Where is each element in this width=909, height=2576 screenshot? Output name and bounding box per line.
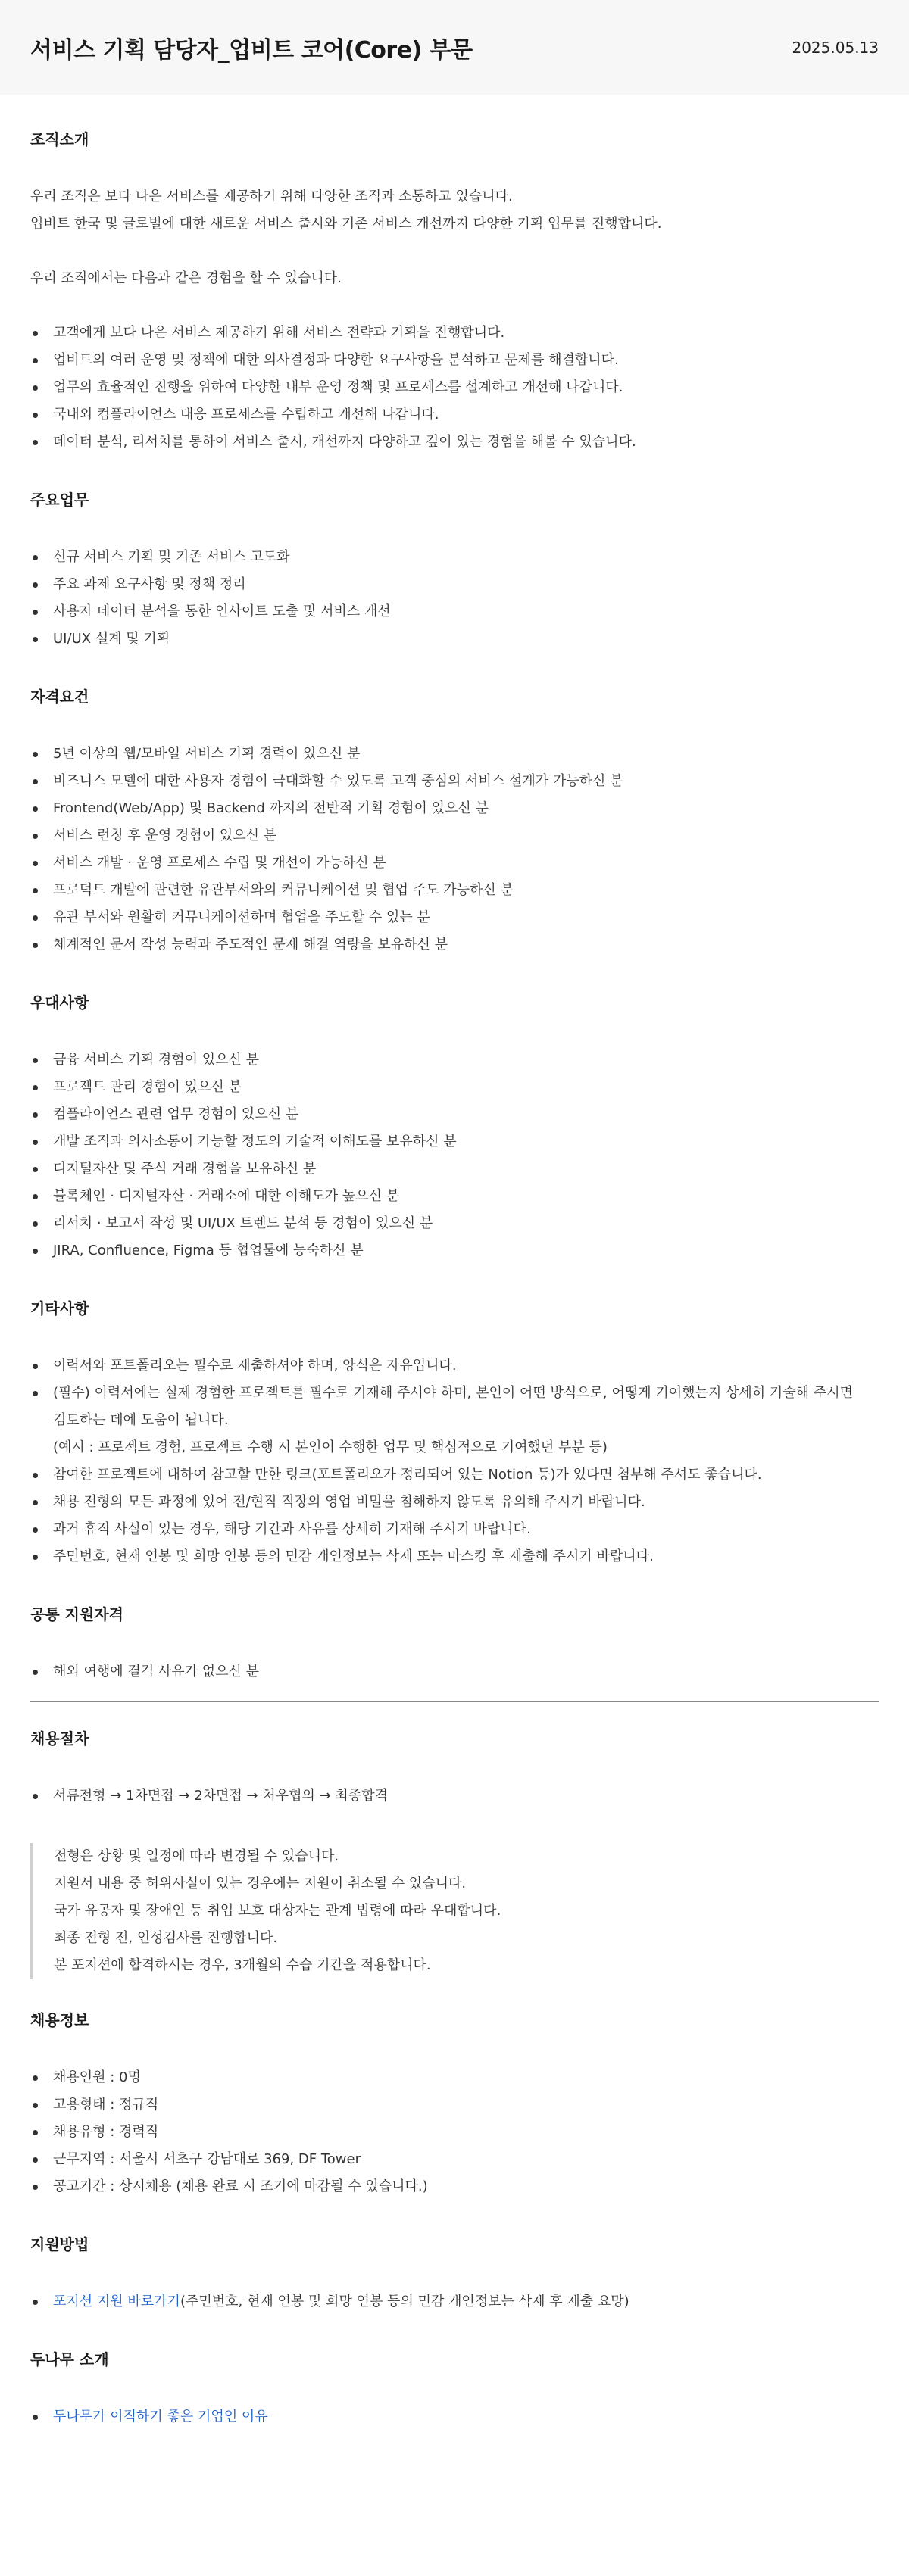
process-note: 지원서 내용 중 허위사실이 있는 경우에는 지원이 취소될 수 있습니다. bbox=[54, 1876, 467, 1891]
preferred-list bbox=[30, 1046, 879, 1265]
org-intro-list bbox=[30, 320, 879, 456]
list-item bbox=[30, 2288, 879, 2316]
requirements-list bbox=[30, 741, 879, 959]
section-title-duties: 주요업무 bbox=[30, 491, 89, 509]
list-item: 프로덕트 개발에 관련한 유관부서와의 커뮤니케이션 및 협업 주도 가능하신 분 bbox=[30, 877, 879, 904]
list-item: 공고기간 : 상시채용 (채용 완료 시 조기에 마감될 수 있습니다.) bbox=[30, 2173, 879, 2200]
list-item: 업무의 효율적인 진행을 위하여 다양한 내부 운영 정책 및 프로세스를 설계하고 개선해 나갑니다. bbox=[30, 374, 879, 401]
list-item: 채용인원 : 0명 bbox=[30, 2064, 879, 2091]
etc-list bbox=[30, 1352, 879, 1570]
list-item: 5년 이상의 웹/모바일 서비스 기획 경력이 있으신 분 bbox=[30, 741, 879, 768]
list-item: 개발 조직과 의사소통이 가능할 정도의 기술적 이해도를 보유하신 분 bbox=[30, 1128, 879, 1155]
section-title-process: 채용절차 bbox=[30, 1729, 89, 1748]
posting-date: 2025.05.13 bbox=[792, 38, 879, 57]
process-note: 전형은 상황 및 일정에 따라 변경될 수 있습니다. bbox=[54, 1848, 339, 1864]
page-title: 서비스 기획 담당자_업비트 코어(Core) 부문 bbox=[30, 36, 473, 64]
list-item: JIRA, Confluence, Figma 등 협업툴에 능숙하신 분 bbox=[30, 1237, 879, 1265]
section-title-requirements: 자격요건 bbox=[30, 688, 89, 706]
list-item: 고객에게 보다 나은 서비스 제공하기 위해 서비스 전략과 기획을 진행합니다. bbox=[30, 320, 879, 347]
apply-note: (주민번호, 현재 연봉 및 희망 연봉 등의 민감 개인정보는 삭제 후 제출 요망) bbox=[180, 2294, 629, 2309]
list-item: 이력서와 포트폴리오는 필수로 제출하셔야 하며, 양식은 자유입니다. bbox=[30, 1352, 879, 1380]
etc-item2-line-2: 검토하는 데에 도움이 됩니다. bbox=[53, 1412, 229, 1428]
list-item: 해외 여행에 결격 사유가 없으신 분 bbox=[30, 1658, 879, 1686]
etc-item2-line-3: (예시 : 프로젝트 경험, 프로젝트 수행 시 본인이 수행한 업무 및 핵심적으로 기여했던 부분 등) bbox=[53, 1439, 608, 1455]
section-title-preferred: 우대사항 bbox=[30, 993, 89, 1012]
process-note: 본 포지션에 합격하시는 경우, 3개월의 수습 기간을 적용합니다. bbox=[54, 1957, 431, 1973]
section-title-org-intro: 조직소개 bbox=[30, 130, 89, 148]
section-title-common: 공통 지원자격 bbox=[30, 1605, 123, 1623]
about-company-link[interactable]: 두나무가 이직하기 좋은 기업인 이유 bbox=[53, 2409, 268, 2425]
list-item: 디지털자산 및 주식 거래 경험을 보유하신 분 bbox=[30, 1155, 879, 1183]
page-header bbox=[0, 0, 909, 95]
list-item: 주요 과제 요구사항 및 정책 정리 bbox=[30, 571, 879, 598]
list-item: 주민번호, 현재 연봉 및 희망 연봉 등의 민감 개인정보는 삭제 또는 마스킹 후 제출해 주시기 바랍니다. bbox=[30, 1543, 879, 1570]
job-description bbox=[0, 95, 909, 2431]
list-item: 채용유형 : 경력직 bbox=[30, 2119, 879, 2146]
list-item: 채용 전형의 모든 과정에 있어 전/현직 직장의 영업 비밀을 침해하지 않도록 유의해 주시기 바랍니다. bbox=[30, 1489, 879, 1516]
list-item: 유관 부서와 원활히 커뮤니케이션하며 협업을 주도할 수 있는 분 bbox=[30, 904, 879, 931]
common-list bbox=[30, 1658, 879, 1686]
section-title-about: 두나무 소개 bbox=[30, 2350, 109, 2369]
org-intro-line-1: 우리 조직은 보다 나은 서비스를 제공하기 위해 다양한 조직과 소통하고 있습니다. bbox=[30, 189, 513, 204]
list-item: 컴플라이언스 관련 업무 경험이 있으신 분 bbox=[30, 1101, 879, 1128]
list-item: 신규 서비스 기획 및 기존 서비스 고도화 bbox=[30, 544, 879, 571]
list-item bbox=[30, 1380, 879, 1461]
info-list bbox=[30, 2064, 879, 2200]
section-title-apply: 지원방법 bbox=[30, 2235, 89, 2253]
org-intro-paragraph bbox=[30, 183, 879, 238]
list-item: 사용자 데이터 분석을 통한 인사이트 도출 및 서비스 개선 bbox=[30, 598, 879, 625]
process-note: 최종 전형 전, 인성검사를 진행합니다. bbox=[54, 1930, 278, 1946]
list-item: 금융 서비스 기획 경험이 있으신 분 bbox=[30, 1046, 879, 1074]
list-item: 서비스 런칭 후 운영 경험이 있으신 분 bbox=[30, 822, 879, 850]
list-item: 근무지역 : 서울시 서초구 강남대로 369, DF Tower bbox=[30, 2146, 879, 2173]
list-item: 참여한 프로젝트에 대하여 참고할 만한 링크(포트폴리오가 정리되어 있는 Notion 등)가 있다면 첨부해 주셔도 좋습니다. bbox=[30, 1461, 879, 1489]
list-item: Frontend(Web/App) 및 Backend 까지의 전반적 기획 경험이 있으신 분 bbox=[30, 795, 879, 822]
list-item: 리서치 · 보고서 작성 및 UI/UX 트렌드 분석 등 경험이 있으신 분 bbox=[30, 1210, 879, 1237]
list-item: 서류전형 → 1차면접 → 2차면접 → 처우협의 → 최종합격 bbox=[30, 1782, 879, 1810]
list-item: 업비트의 여러 운영 및 정책에 대한 의사결정과 다양한 요구사항을 분석하고 문제를 해결합니다. bbox=[30, 347, 879, 374]
list-item: 데이터 분석, 리서치를 통하여 서비스 출시, 개선까지 다양하고 깊이 있는 경험을 해볼 수 있습니다. bbox=[30, 429, 879, 456]
list-item: 비즈니스 모델에 대한 사용자 경험이 극대화할 수 있도록 고객 중심의 서비스 설계가 가능하신 분 bbox=[30, 768, 879, 795]
process-list bbox=[30, 1782, 879, 1810]
process-notes bbox=[30, 1843, 879, 1979]
org-intro-experience-lead: 우리 조직에서는 다음과 같은 경험을 할 수 있습니다. bbox=[30, 270, 342, 286]
duties-list bbox=[30, 544, 879, 653]
process-note: 국가 유공자 및 장애인 등 취업 보호 대상자는 관계 법령에 따라 우대합니다. bbox=[54, 1903, 501, 1919]
apply-list bbox=[30, 2288, 879, 2316]
list-item: 국내외 컴플라이언스 대응 프로세스를 수립하고 개선해 나갑니다. bbox=[30, 401, 879, 429]
org-intro-line-2: 업비트 한국 및 글로벌에 대한 새로운 서비스 출시와 기존 서비스 개선까지 다양한 기획 업무를 진행합니다. bbox=[30, 216, 662, 232]
list-item: 고용형태 : 정규직 bbox=[30, 2091, 879, 2119]
section-title-info: 채용정보 bbox=[30, 2011, 89, 2029]
list-item bbox=[30, 2403, 879, 2431]
etc-item2-line-1: (필수) 이력서에는 실제 경험한 프로젝트를 필수로 기재해 주셔야 하며, 본인이 어떤 방식으로, 어떻게 기여했는지 상세히 기술해 주시면 bbox=[53, 1385, 853, 1401]
list-item: 체계적인 문서 작성 능력과 주도적인 문제 해결 역량을 보유하신 분 bbox=[30, 931, 879, 959]
list-item: 블록체인 · 디지털자산 · 거래소에 대한 이해도가 높으신 분 bbox=[30, 1183, 879, 1210]
section-divider bbox=[30, 1701, 879, 1702]
list-item: 과거 휴직 사실이 있는 경우, 해당 기간과 사유를 상세히 기재해 주시기 바랍니다. bbox=[30, 1516, 879, 1543]
list-item: UI/UX 설계 및 기획 bbox=[30, 625, 879, 653]
apply-position-link[interactable]: 포지션 지원 바로가기 bbox=[53, 2294, 180, 2309]
section-title-etc: 기타사항 bbox=[30, 1299, 89, 1318]
list-item: 프로젝트 관리 경험이 있으신 분 bbox=[30, 1074, 879, 1101]
about-list bbox=[30, 2403, 879, 2431]
list-item: 서비스 개발 · 운영 프로세스 수립 및 개선이 가능하신 분 bbox=[30, 850, 879, 877]
